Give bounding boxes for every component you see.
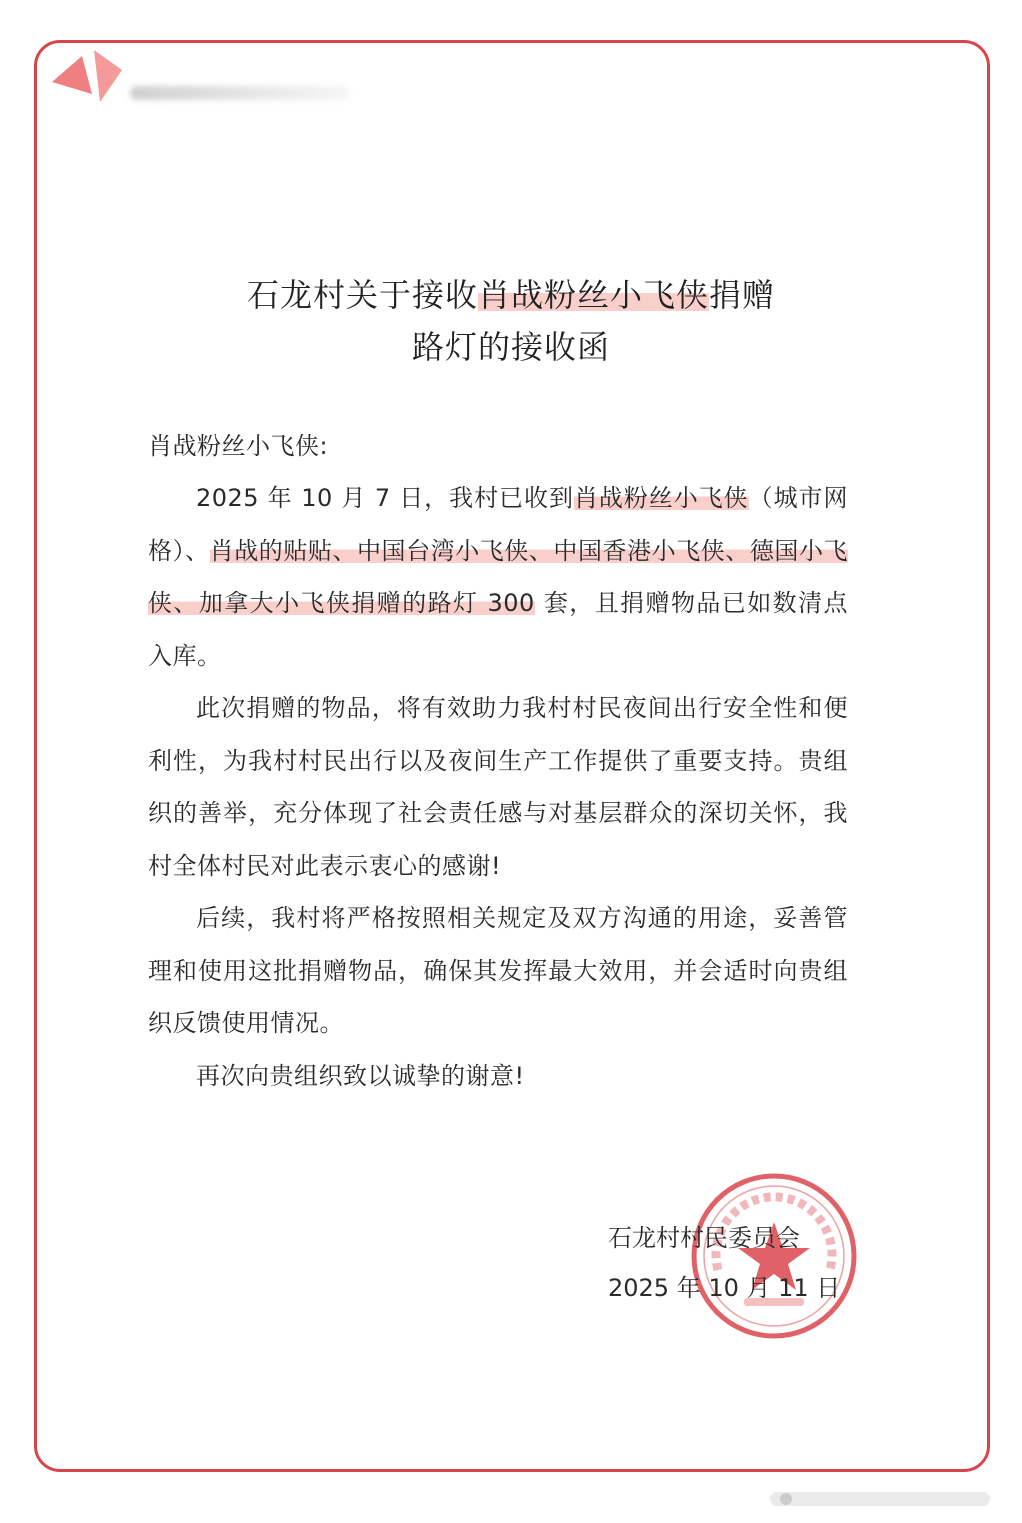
paragraph-followup: 后续，我村将严格按照相关规定及双方沟通的用途，妥善管理和使用这批捐赠物品，确保其发挥最大效用，并会适时向贵组织反馈使用情况。	[148, 904, 848, 1037]
salutation: 肖战粉丝小飞侠:	[148, 432, 329, 460]
paragraph-receipt	[148, 472, 848, 682]
title-highlight: 肖战粉丝小飞侠	[477, 276, 709, 314]
para1-text-2: （城市网格）、	[148, 484, 849, 565]
letter-title-line2: 路灯的接收函	[411, 328, 610, 366]
para1-highlight-2: 肖战的贴贴、中国台湾小飞侠、中国香港小飞侠、德国小飞侠、加拿大小飞侠捐赠的路灯 300	[148, 536, 849, 617]
title-text: 石龙村关于接收	[246, 276, 478, 314]
title-text-end: 捐赠	[709, 276, 776, 314]
signature-date: 2025 年 10 月 11 日	[608, 1274, 841, 1302]
para1-text-1: 2025 年 10 月 7 日，我村已收到	[196, 484, 574, 512]
para1-text-3: 套，且捐赠物品已如数清点入库。	[148, 589, 848, 670]
paragraph-thanks: 此次捐赠的物品，将有效助力我村村民夜间出行安全性和便利性，为我村村民出行以及夜间生产工作提供了重要支持。贵组织的善举，充分体现了社会责任感与对基层群众的深切关怀，我村全体村民对此表示衷心的感谢!	[148, 694, 848, 880]
paragraph-closing: 再次向贵组织致以诚挚的谢意!	[196, 1062, 525, 1090]
para1-highlight-1: 肖战粉丝小飞侠	[573, 484, 749, 512]
signature-organization: 石龙村村民委员会	[608, 1224, 800, 1252]
blurred-header	[130, 86, 350, 100]
official-seal-icon	[688, 1170, 860, 1342]
watermark-icon	[770, 1488, 990, 1510]
corner-logo-icon	[48, 44, 128, 108]
letter-title-line1	[0, 270, 1022, 316]
